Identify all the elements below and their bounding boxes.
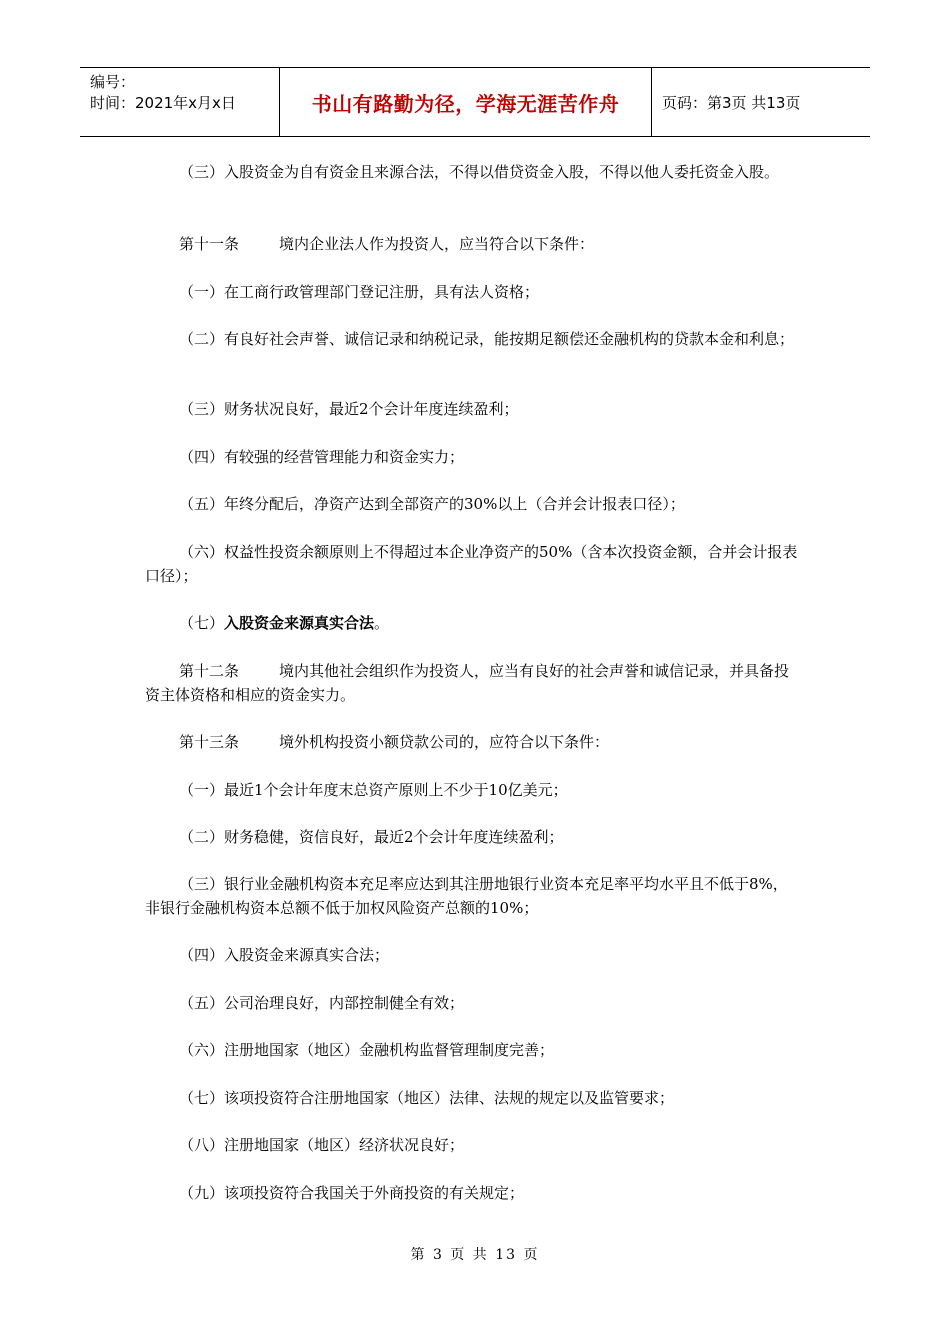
paragraph-1 xyxy=(145,160,800,184)
paragraph-4 xyxy=(145,327,800,351)
article-12 xyxy=(145,659,800,707)
paragraph-3 xyxy=(145,280,800,304)
header-page-number: 页码：第3页 共13页 xyxy=(662,93,801,112)
paragraph-text: （二）财务稳健，资信良好，最近2个会计年度连续盈利； xyxy=(179,828,564,846)
document-date: 时间：2021年x月x日 xyxy=(90,94,236,112)
paragraph-17 xyxy=(145,1038,800,1062)
paragraph-text: （八）注册地国家（地区）经济状况良好； xyxy=(179,1136,465,1154)
paragraph-text: （三）入股资金为自有资金且来源合法，不得以借贷资金入股，不得以他人委托资金入股。 xyxy=(179,163,780,181)
paragraph-15 xyxy=(145,943,800,967)
paragraph-19 xyxy=(145,1133,800,1157)
paragraph-text: （三）财务状况良好，最近2个会计年度连续盈利； xyxy=(179,400,519,418)
paragraph-7 xyxy=(145,492,800,516)
paragraph-text: （六）注册地国家（地区）金融机构监督管理制度完善； xyxy=(179,1041,555,1059)
paragraph-bold-text: 入股资金来源真实合法 xyxy=(224,614,375,632)
paragraph-5 xyxy=(145,397,800,421)
paragraph-20 xyxy=(145,1181,800,1205)
paragraph-text: （四）有较强的经营管理能力和资金实力； xyxy=(179,448,465,466)
article-13 xyxy=(145,730,800,754)
paragraph-8 xyxy=(145,540,800,588)
paragraph-6 xyxy=(145,445,800,469)
paragraph-18 xyxy=(145,1086,800,1110)
paragraph-text: （一）最近1个会计年度末总资产原则上不少于10亿美元； xyxy=(179,781,568,799)
page-header xyxy=(80,67,870,137)
paragraph-text: （九）该项投资符合我国关于外商投资的有关规定； xyxy=(179,1184,525,1202)
paragraph-12 xyxy=(145,778,800,802)
paragraph-text: （六）权益性投资余额原则上不得超过本企业净资产的50%（含本次投资金额，合并会计报表口径）； xyxy=(145,543,798,585)
article-number: 第十三条 xyxy=(179,733,240,751)
paragraph-14 xyxy=(145,872,800,920)
paragraph-text: （五）公司治理良好，内部控制健全有效； xyxy=(179,994,465,1012)
paragraph-text: （五）年终分配后，净资产达到全部资产的30%以上（合并会计报表口径）； xyxy=(179,495,685,513)
document-number-label: 编号： xyxy=(90,73,136,91)
article-number: 第十一条 xyxy=(179,235,240,253)
header-motto: 书山有路勤为径，学海无涯苦作舟 xyxy=(280,68,652,136)
paragraph-13 xyxy=(145,825,800,849)
paragraph-16 xyxy=(145,991,800,1015)
article-number: 第十二条 xyxy=(179,662,240,680)
paragraph-text: （一）在工商行政管理部门登记注册，具有法人资格； xyxy=(179,283,540,301)
paragraph-text: （三）银行业金融机构资本充足率应达到其注册地银行业资本充足率平均水平且不低于8%，非银行金融机构资本总额不低于加权风险资产总额的10%； xyxy=(145,875,788,917)
paragraph-prefix: （七） xyxy=(179,614,225,632)
article-text: 境内企业法人作为投资人，应当符合以下条件： xyxy=(279,235,595,253)
header-meta xyxy=(80,68,280,136)
article-text: 境内其他社会组织作为投资人，应当有良好的社会声誉和诚信记录，并具备投资主体资格和相应的资金实力。 xyxy=(145,662,790,704)
paragraph-text: （二）有良好社会声誉、诚信记录和纳税记录，能按期足额偿还金融机构的贷款本金和利息； xyxy=(179,330,795,348)
article-11 xyxy=(145,232,800,256)
paragraph-9 xyxy=(145,611,800,635)
paragraph-suffix: 。 xyxy=(374,614,390,632)
paragraph-text: （七）该项投资符合注册地国家（地区）法律、法规的规定以及监管要求； xyxy=(179,1089,675,1107)
paragraph-text: （四）入股资金来源真实合法； xyxy=(179,946,390,964)
article-text: 境外机构投资小额贷款公司的，应符合以下条件： xyxy=(279,733,610,751)
page-footer: 第 3 页 共 13 页 xyxy=(410,1247,540,1263)
